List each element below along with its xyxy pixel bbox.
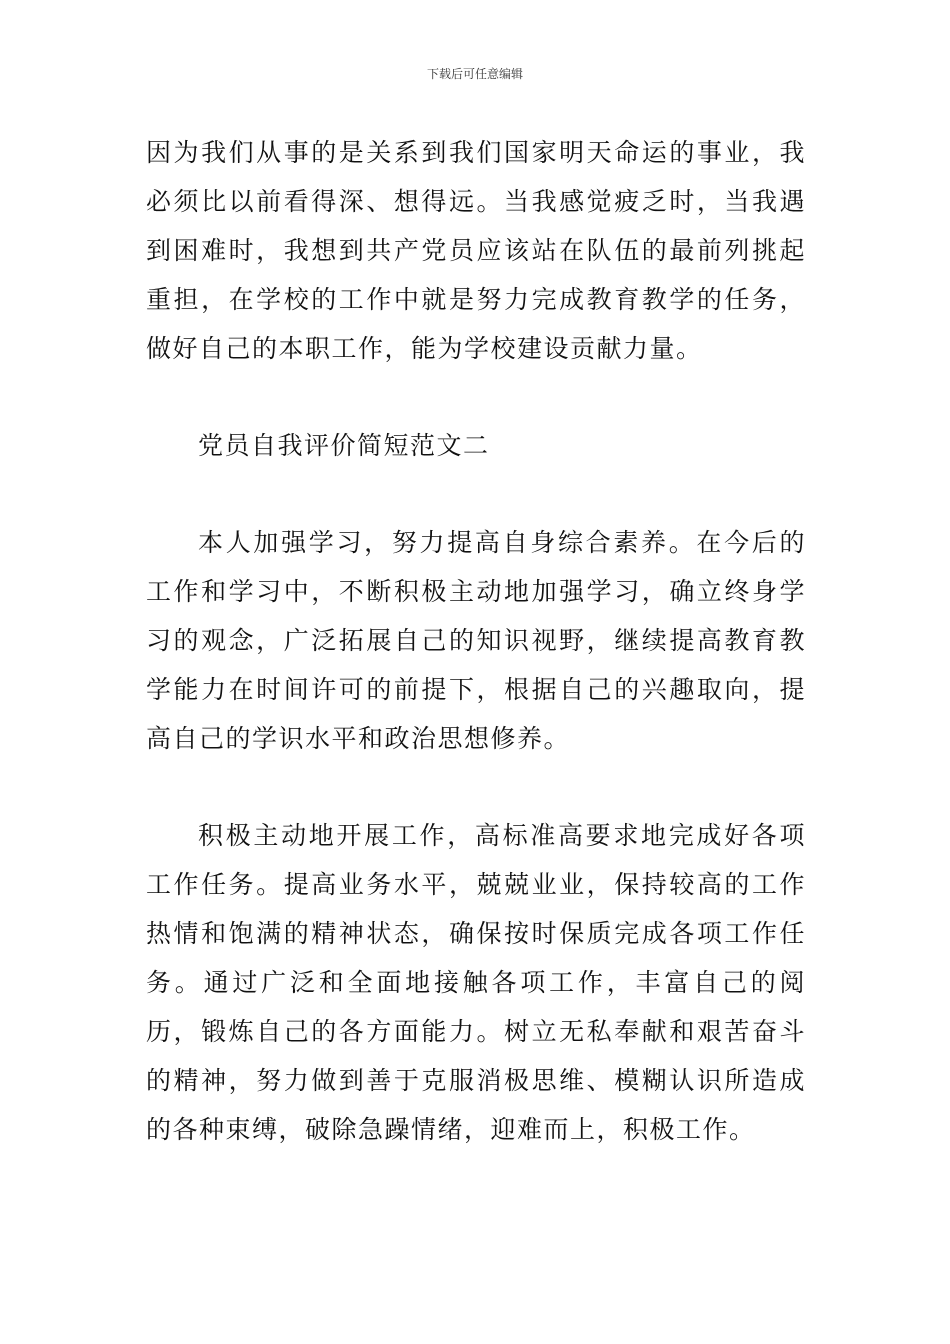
document-body (146, 128, 806, 1154)
paragraph-continued: 因为我们从事的是关系到我们国家明天命运的事业，我必须比以前看得深、想得远。当我感觉疲乏时，当我遇到困难时，我想到共产党员应该站在队伍的最前列挑起重担，在学校的工作中就是努力完成教育教学的任务，做好自己的本职工作，能为学校建设贡献力量。 (146, 138, 806, 363)
paragraph-gap (146, 470, 806, 518)
paragraph-gap (146, 373, 806, 421)
paragraph-study: 本人加强学习，努力提高自身综合素养。在今后的工作和学习中，不断积极主动地加强学习，确立终身学习的观念，广泛拓展自己的知识视野，继续提高教育教学能力在时间许可的前提下，根据自己的兴趣取向，提高自己的学识水平和政治思想修养。 (146, 528, 806, 753)
paragraph-gap (146, 763, 806, 811)
page-header-note: 下载后可任意编辑 (426, 67, 523, 81)
section-heading: 党员自我评价简短范文二 (198, 431, 490, 460)
paragraph-work: 积极主动地开展工作，高标准高要求地完成好各项工作任务。提高业务水平，兢兢业业，保持较高的工作热情和饱满的精神状态，确保按时保质完成各项工作任务。通过广泛和全面地接触各项工作，丰富自己的阅历，锻炼自己的各方面能力。树立无私奉献和艰苦奋斗的精神，努力做到善于克服消极思维、模糊认识所造成的各种束缚，破除急躁情绪，迎难而上，积极工作。 (146, 821, 806, 1144)
